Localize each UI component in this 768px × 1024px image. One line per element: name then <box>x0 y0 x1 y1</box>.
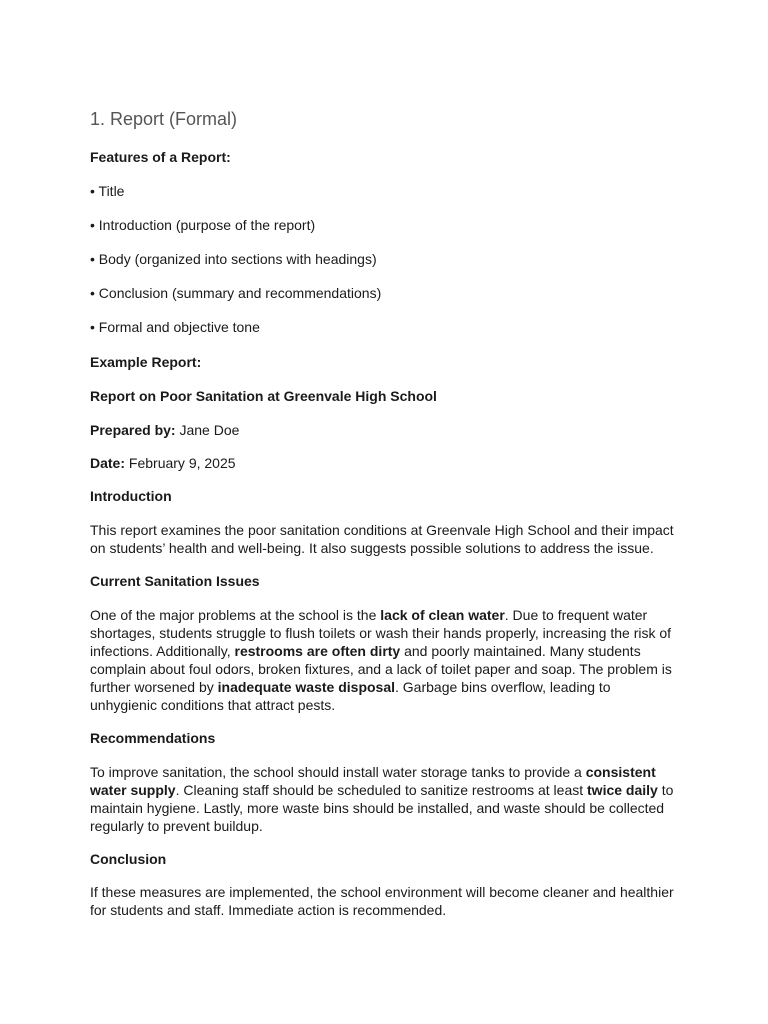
issues-text <box>90 606 680 714</box>
recommendations-heading: Recommendations <box>90 730 216 746</box>
issues-emphasis: lack of clean water <box>380 607 505 623</box>
issues-text-part: and poorly maintained. Many students complain about foul odors, broken fixtures, and a lack of toilet paper and soap. The problem is further worsened by <box>90 643 672 695</box>
feature-item: • Formal and objective tone <box>90 319 260 335</box>
issues-emphasis: restrooms are often dirty <box>234 643 401 659</box>
recommendations-emphasis: twice daily <box>587 782 658 798</box>
issues-emphasis: inadequate waste disposal <box>217 679 396 695</box>
conclusion-heading: Conclusion <box>90 851 167 867</box>
issues-text-part: . Due to frequent water shortages, students struggle to flush toilets or wash their hands properly, increasing the risk of infections. Additionally, <box>90 607 672 659</box>
date-label: Date: <box>90 455 126 471</box>
prepared-by-value: Jane Doe <box>175 422 240 438</box>
introduction-text: This report examines the poor sanitation conditions at Greenvale High School and their impact on students’ health and well-being. It also suggests possible solutions to address the issue. <box>90 522 674 556</box>
example-heading: Example Report: <box>90 354 202 370</box>
issues-heading: Current Sanitation Issues <box>90 573 260 589</box>
prepared-by-label: Prepared by: <box>90 422 176 438</box>
recommendations-text-part: . Cleaning staff should be scheduled to sanitize restrooms at least <box>175 782 588 798</box>
feature-item: • Introduction (purpose of the report) <box>90 217 316 233</box>
feature-item: • Body (organized into sections with headings) <box>90 251 377 267</box>
report-title: Report on Poor Sanitation at Greenvale High School <box>90 388 437 404</box>
prepared-by <box>90 421 239 439</box>
recommendations-text-part: To improve sanitation, the school should install water storage tanks to provide a <box>90 764 586 780</box>
feature-item: • Conclusion (summary and recommendations) <box>90 285 382 301</box>
features-heading: Features of a Report: <box>90 149 231 165</box>
recommendations-emphasis: consistent water supply <box>90 764 656 798</box>
issues-text-part: One of the major problems at the school is the <box>90 607 381 623</box>
conclusion-text: If these measures are implemented, the school environment will become cleaner and healthier for students and staff. Immediate action is recommended. <box>90 884 674 918</box>
issues-text-part: . Garbage bins overflow, leading to unhygienic conditions that attract pests. <box>90 679 611 713</box>
recommendations-text <box>90 763 680 835</box>
feature-item: • Title <box>90 183 125 199</box>
introduction-heading: Introduction <box>90 488 172 504</box>
date-value: February 9, 2025 <box>125 455 236 471</box>
recommendations-text-part: to maintain hygiene. Lastly, more waste bins should be installed, and waste should be collected regularly to prevent buildup. <box>90 782 674 834</box>
page-title: 1. Report (Formal) <box>90 109 238 129</box>
report-date <box>90 454 236 472</box>
